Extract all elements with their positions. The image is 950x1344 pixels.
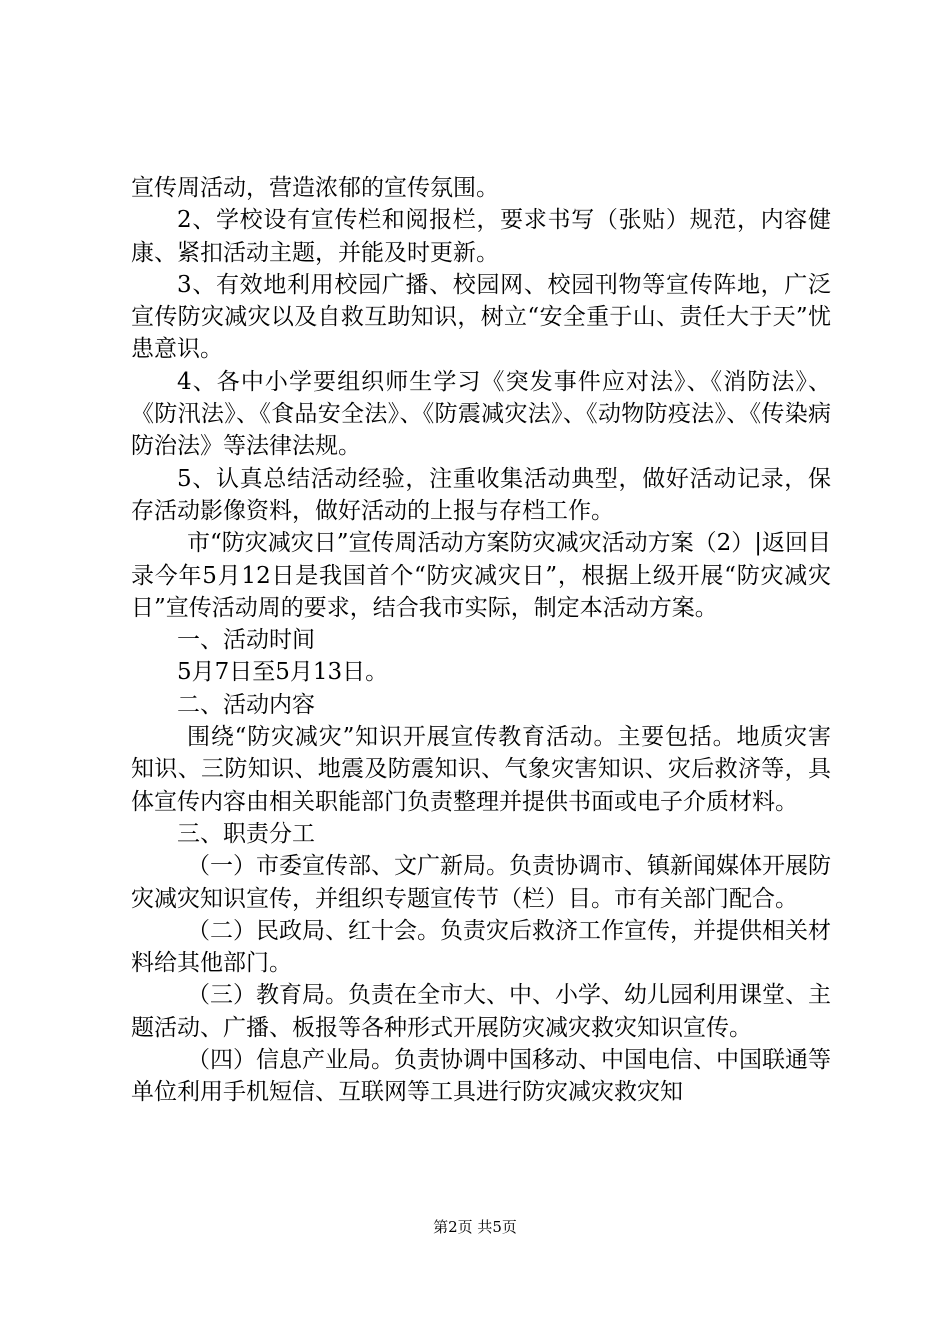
paragraph: 3、有效地利用校园广播、校园网、校园刊物等宣传阵地，广泛宣传防灾减灾以及自救互助知识，树立“安全重于山、责任大于天”忧患意识。 [131,271,831,363]
paragraph: 4、各中小学要组织师生学习《突发事件应对法》、《消防法》、《防汛法》、《食品安全法》、《防震减灾法》、《动物防疫法》、《传染病防治法》等法律法规。 [131,368,831,460]
section-heading: 一、活动时间 [177,627,315,654]
document-body [131,172,831,1109]
page-number-footer: 第2页 共5页 [433,1218,517,1236]
paragraph: 5月7日至5月13日。 [177,659,389,686]
paragraph: 宣传周活动，营造浓郁的宣传氛围。 [131,175,499,201]
section-heading: 三、职责分工 [177,820,315,847]
paragraph: 围绕“防灾减灾”知识开展宣传教育活动。主要包括。地质灾害知识、三防知识、地震及防震知识、气象灾害知识、灾后救济等，具体宣传内容由相关职能部门负责整理并提供书面或电子介质材料。 [131,724,831,815]
paragraph: （四）信息产业局。负责协调中国移动、中国电信、中国联通等单位利用手机短信、互联网等工具进行防灾减灾救灾知 [131,1047,831,1106]
paragraph: （一）市委宣传部、文广新局。负责协调市、镇新闻媒体开展防灾减灾知识宣传，并组织专题宣传节（栏）目。市有关部门配合。 [131,853,831,912]
paragraph: （二）民政局、红十会。负责灾后救济工作宣传，并提供相关材料给其他部门。 [131,917,831,977]
section-heading: 二、活动内容 [177,691,315,718]
paragraph: （三）教育局。负责在全市大、中、小学、幼儿园利用课堂、主题活动、广播、板报等各种形式开展防灾减灾救灾知识宣传。 [131,982,831,1041]
paragraph: 2、学校设有宣传栏和阅报栏，要求书写（张贴）规范，内容健康、紧扣活动主题，并能及时更新。 [131,207,831,266]
paragraph: 市“防灾减灾日”宣传周活动方案防灾减灾活动方案（2）|返回目录今年5月12日是我国首个“防灾减灾日”，根据上级开展“防灾减灾日”宣传活动周的要求，结合我市实际，制定本活动方案。 [131,530,831,621]
paragraph: 5、认真总结活动经验，注重收集活动典型，做好活动记录，保存活动影像资料，做好活动的上报与存档工作。 [131,465,831,524]
